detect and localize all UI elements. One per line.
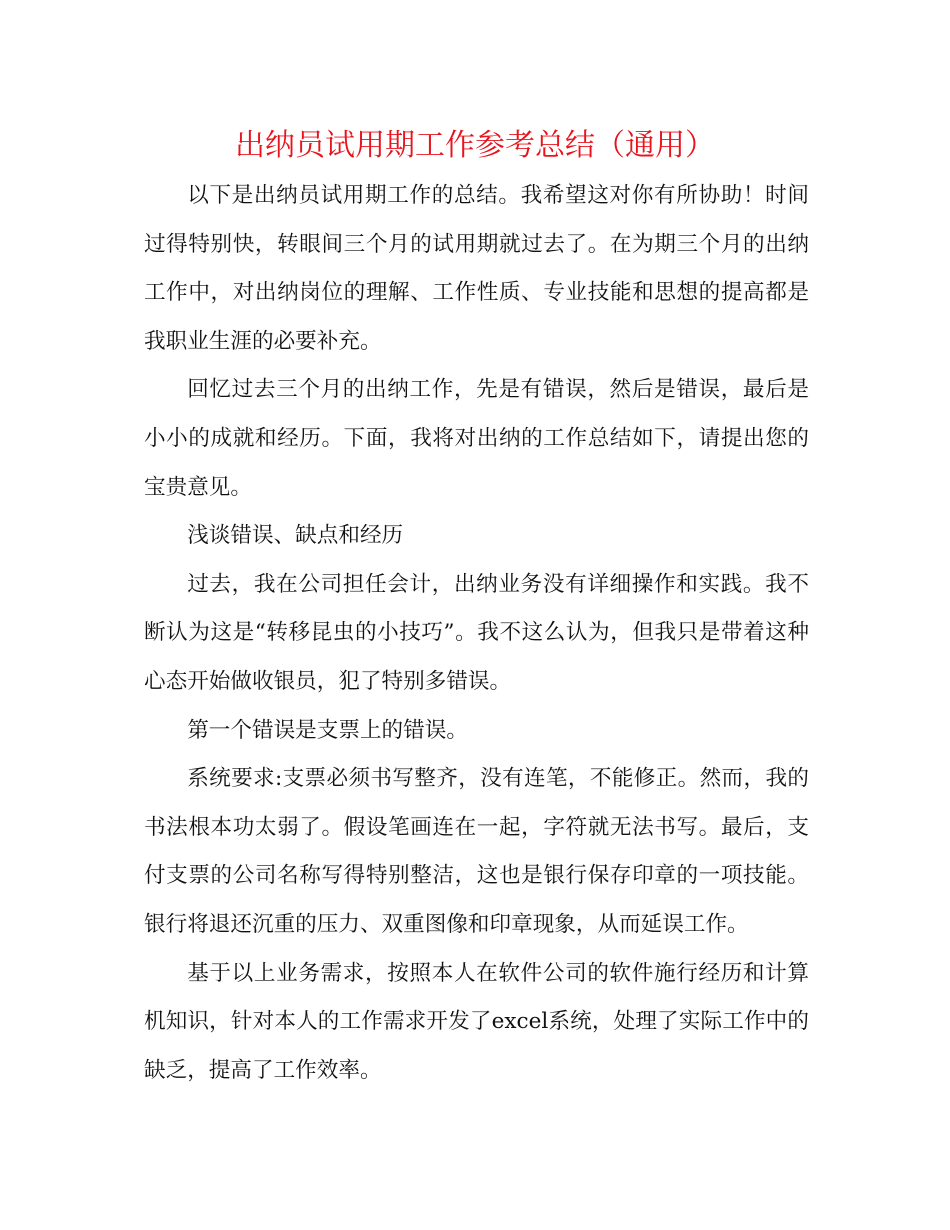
document-title: 出纳员试用期工作参考总结（通用）	[235, 128, 715, 163]
document-body	[144, 172, 809, 1095]
paragraph: 以下是出纳员试用期工作的总结。我希望这对你有所协助！时间过得特别快，转眼间三个月的试用期就过去了。在为期三个月的出纳工作中，对出纳岗位的理解、工作性质、专业技能和思想的提高都是我职业生涯的必要补充。	[144, 183, 809, 354]
paragraph: 系统要求:支票必须书写整齐，没有连笔，不能修正。然而，我的书法根本功太弱了。假设笔画连在一起，字符就无法书写。最后，支付支票的公司名称写得特别整洁，这也是银行保存印章的一项技能。银行将退还沉重的压力、双重图像和印章现象，从而延误工作。	[144, 766, 809, 937]
paragraph: 过去，我在公司担任会计，出纳业务没有详细操作和实践。我不断认为这是“转移昆虫的小技巧”。我不这么认为，但我只是带着这种心态开始做收银员，犯了特别多错误。	[144, 571, 809, 694]
section-heading: 浅谈错误、缺点和经历	[187, 523, 404, 549]
paragraph: 回忆过去三个月的出纳工作，先是有错误，然后是错误，最后是小小的成就和经历。下面，我将对出纳的工作总结如下，请提出您的宝贵意见。	[144, 377, 809, 500]
paragraph: 第一个错误是支票上的错误。	[187, 717, 468, 743]
paragraph: 基于以上业务需求，按照本人在软件公司的软件施行经历和计算机知识，针对本人的工作需求开发了excel系统，处理了实际工作中的缺乏，提高了工作效率。	[144, 960, 809, 1083]
